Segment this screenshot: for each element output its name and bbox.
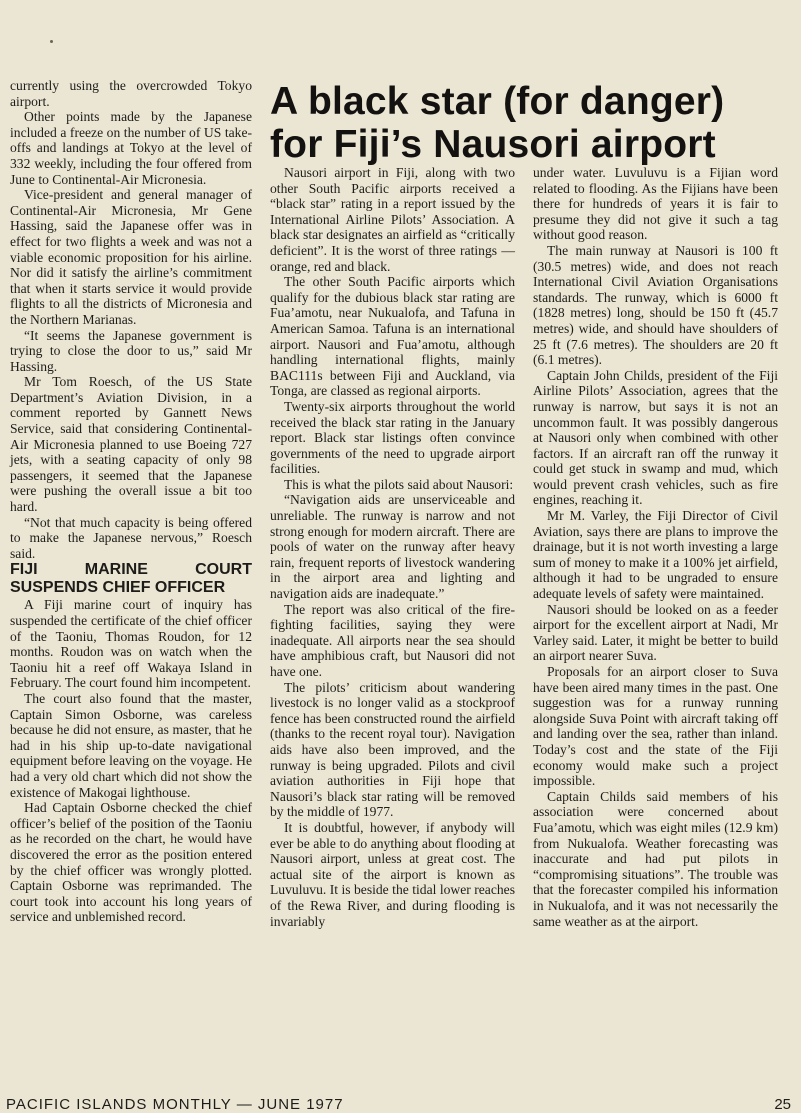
article-paragraph: A Fiji marine court of inquiry has suspended the certificate of the chief officer of the Taoniu, Thomas Roudon, for 12 months. Roudon was on watch when the Taoniu hit a reef off Wakaya Island in February. The court found him incompetent. xyxy=(10,597,252,691)
right-column xyxy=(533,165,778,929)
headline xyxy=(270,80,790,166)
middle-column xyxy=(270,165,515,929)
headline-line-1: A black star (for danger) xyxy=(270,80,725,123)
article-paragraph: Nausori should be looked on as a feeder airport for the excellent airport at Nadi, Mr Varley said. Later, it might be better to build an airport nearer Suva. xyxy=(533,601,778,664)
article-paragraph: This is what the pilots said about Nausori: xyxy=(284,476,514,492)
article-paragraph: Other points made by the Japanese included a freeze on the number of US take-offs and landings at Tokyo at the level of 332 weekly, including the four offered from June to Continental-Air Micronesia. xyxy=(10,109,252,187)
article-paragraph: The main runway at Nausori is 100 ft (30.5 metres) wide, and does not reach International Civil Aviation Organisations standards. The runway, which is 6000 ft (1828 metres) long, should be 150 ft (45.7 metres) wide, and should have shoulders of 25 ft (7.6 metres). The shoulders are 20 ft (6.1 metres). xyxy=(533,242,778,368)
article-paragraph: Captain Childs said members of his association were concerned about Fua’amotu, which was eight miles (12.9 km) from Nukualofa. Weather forecasting was inaccurate and had put pilots in “compromising situations”. The trouble was that the forecaster compiled his information in Nukualofa, and it was not necessarily the same weather as at the airport. xyxy=(533,788,778,929)
article-paragraph: Had Captain Osborne checked the chief officer’s belief of the position of the Taoniu as he recorded on the chart, he would have discovered the error as the position entered by the chief officer was wrongly plotted. Captain Osborne was reprimanded. The court took into account his long years of service and unblemished record. xyxy=(10,800,252,925)
article-paragraph: under water. Luvuluvu is a Fijian word related to flooding. As the Fijians have been there for hundreds of years it is fair to presume they did not give it such a tag without good reason. xyxy=(533,165,778,243)
article-paragraph: The pilots’ criticism about wandering livestock is no longer valid as a stockproof fence has been constructed round the airfield (thanks to the recent royal tour). Navigation aids have also been improved, and the runway is being upgraded. Pilots and civil aviation authorities in Fiji hope that Nausori’s black star rating will be removed by the middle of 1977. xyxy=(270,679,515,820)
article-paragraph: The other South Pacific airports which qualify for the dubious black star rating are Fua’amotu, near Nukualofa, and Tafuna in American Samoa. Tafuna is an international airport. Nausori and Fua’amotu, although handling international flights, mainly BAC111s between Fiji and Auckland, via Tonga, are classed as regional airports. xyxy=(270,274,515,399)
article-paragraph: “Not that much capacity is being offered to make the Japanese nervous,” Roesch said. xyxy=(10,514,252,561)
article-paragraph: Mr Tom Roesch, of the US State Department’s Aviation Division, in a comment reported by Gannett News Service, said that considering Continental-Air Micronesia planned to use Boeing 727 jets, with a seating capacity of only 98 passengers, it seemed that the Japanese were pushing the overall issue a bit too hard. xyxy=(10,374,252,515)
publication-footer: PACIFIC ISLANDS MONTHLY — JUNE 1977 xyxy=(6,1096,344,1113)
article-paragraph: The court also found that the master, Captain Simon Osborne, was careless because he did not ensure, as master, that he had in his ship up-to-date navigational equipment before leaving on the voyage. He had a very old chart which did not show the existence of Makogai lighthouse. xyxy=(10,690,252,800)
article-paragraph: Vice-president and general manager of Continental-Air Micronesia, Mr Gene Hassing, said the Japanese offer was in effect for two flights a week and was not a viable economic proposition for his airline. Nor did it satisfy the airline’s commitment that when it starts service it would provide flights to all the districts of Micronesia and the Northern Marianas. xyxy=(10,187,252,327)
headline-line-2: for Fiji’s Nausori airport xyxy=(270,123,716,166)
left-column xyxy=(10,78,252,925)
article-paragraph: The report was also critical of the fire-fighting facilities, saying they were inadequate. All airports near the sea should have amphibious craft, but Nausori did not have one. xyxy=(270,601,515,679)
article-paragraph: Mr M. Varley, the Fiji Director of Civil Aviation, says there are plans to improve the drainage, but it is not worth investing a large sum of money to make it a 100% jet airfield, although it had to be ungraded to ensure adequate levels of safety were maintained. xyxy=(533,508,778,602)
article-paragraph: Twenty-six airports throughout the world received the black star rating in the January report. Black star listings often convince governments of the need to upgrade airport facilities. xyxy=(270,398,515,477)
article-paragraph: It is doubtful, however, if anybody will ever be able to do anything about flooding at Nausori airport, unless at great cost. The actual site of the airport is known as Luvuluvu. It is beside the tidal lower reaches of the Rewa River, and during flooding is invariably xyxy=(270,819,515,929)
speck xyxy=(50,40,53,43)
article-paragraph: “Navigation aids are unserviceable and unreliable. The runway is narrow and not strong enough for modern aircraft. There are pools of water on the runway after heavy rain, frequent reports of livestock wandering in the airport area and lighting and navigation aids are inadequate.” xyxy=(270,492,515,602)
article-paragraph: “It seems the Japanese government is trying to close the door to us,” said Mr Hassing. xyxy=(10,327,252,374)
article-paragraph: currently using the overcrowded Tokyo airport. xyxy=(10,78,252,109)
article-paragraph: Proposals for an airport closer to Suva have been aired many times in the past. One suggestion was for a runway running alongside Suva Point with aircraft taking off and landing over the sea, rather than inland. Today’s cost and the state of the Fiji economy would make such a project impossible. xyxy=(533,664,778,789)
article-paragraph: Captain John Childs, president of the Fiji Airline Pilots’ Association, agrees that the runway is narrow, but says it is not an uncommon fault. It was possibly dangerous at Nausori only when combined with other factors. If an aircraft ran off the runway it could get stuck in swamp and mud, which would prevent crash vehicles, such as fire engines, reaching it. xyxy=(533,367,778,508)
article-paragraph: Nausori airport in Fiji, along with two other South Pacific airports received a “black star” rating in a report issued by the International Airline Pilots’ Association. A black star designates an airfield as “critically deficient”. It is the worst of three ratings — orange, red and black. xyxy=(270,165,515,274)
page-number: 25 xyxy=(774,1096,791,1113)
section-subhead: FIJI MARINE COURT SUSPENDS CHIEF OFFICER xyxy=(10,561,252,597)
